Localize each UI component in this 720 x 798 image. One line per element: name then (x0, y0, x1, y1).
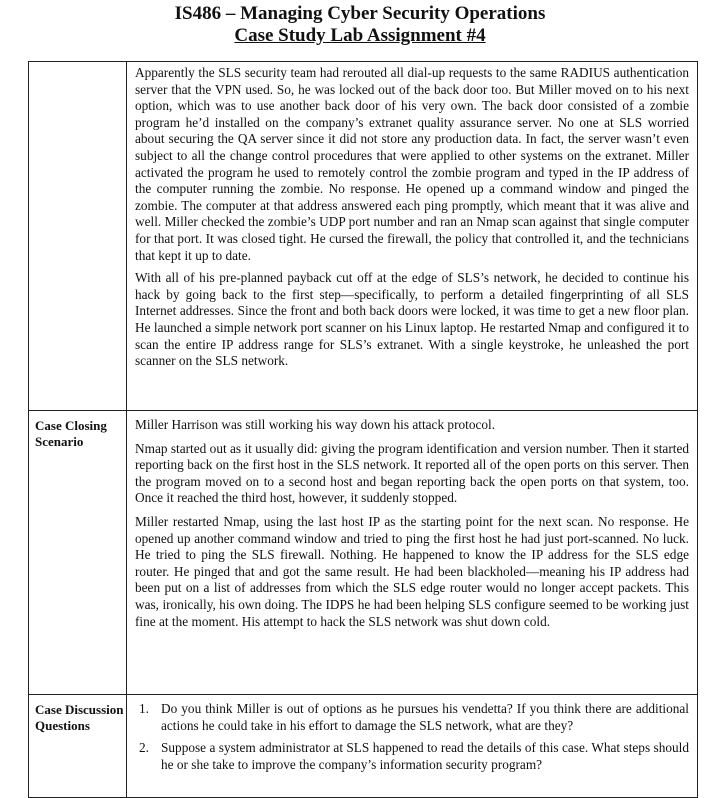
row-label-discussion-questions: Case Discussion Questions (29, 695, 127, 797)
question-list (135, 701, 689, 773)
question-number: 2. (139, 740, 149, 756)
question-text: Suppose a system administrator at SLS happened to read the details of this case. What steps should he or she take to improve the company’s information security program? (161, 740, 689, 772)
table-row-closing-scenario (29, 410, 697, 695)
row-content-closing-scenario (127, 411, 697, 695)
question-item (135, 740, 689, 773)
case-table (28, 61, 698, 798)
row-content-discussion-questions (127, 695, 697, 797)
question-text: Do you think Miller is out of options as he pursues his vendetta? If you think there are additional actions he could take in his effort to damage the SLS network, what are they? (161, 701, 689, 733)
table-row-intro (29, 62, 697, 410)
paragraph: Miller restarted Nmap, using the last host IP as the starting point for the next scan. No response. He opened up another command window and tried to ping the first host he had just port-scanned. No luck. He tried to ping the SLS firewall. Nothing. He happened to know the IP address for the SLS edge router. He pinged that and got the same result. He had been blackholed—meaning his IP address had been put on a list of addresses from which the SLS edge router would no longer accept packets. This was, ironically, his own doing. The IDPS he had been helping SLS configure seemed to be working just fine at the moment. His attempt to hack the SLS network was shut down cold. (135, 513, 689, 629)
row-content-intro (127, 62, 697, 410)
row-label-closing-scenario: Case Closing Scenario (29, 411, 127, 695)
document-title: IS486 – Managing Cyber Security Operations (174, 3, 546, 24)
paragraph: Nmap started out as it usually did: giving the program identification and version number. Then it started reporting back on the first host in the SLS network. It reported all of the open ports on this server. Then the program moved on to a second host and began reporting back the open ports on that system, too. Once it reached the third host, however, it suddenly stopped. (135, 440, 689, 506)
question-item (135, 701, 689, 734)
paragraph: With all of his pre-planned payback cut off at the edge of SLS’s network, he decided to continue his hack by going back to the first step—specifically, to perform a detailed fingerprinting of all SLS Internet addresses. Since the front and both back doors were locked, it was time to get a new floor plan. He launched a simple network port scanner on his Linux laptop. He restarted Nmap and configured it to scan the entire IP address range for SLS’s extranet. With a single keystroke, he unleashed the port scanner on the SLS network. (135, 270, 689, 369)
document-subtitle (0, 25, 720, 47)
table-row-discussion-questions (29, 694, 697, 797)
row-label-empty (29, 62, 127, 410)
question-number: 1. (139, 701, 149, 716)
document-subtitle-text: Case Study Lab Assignment #4 (234, 25, 486, 46)
paragraph: Apparently the SLS security team had rerouted all dial-up requests to the same RADIUS authentication server that the VPN used. So, he was locked out of the back door too. But Miller moved on to his next option, which was to use another back door of his very own. The back door consisted of a zombie program he’d installed on the company’s extranet quality assurance server. No one at SLS worried about securing the QA server since it did not store any production data. In fact, the server wasn’t even subject to all the change control procedures that were applied to other systems on the extranet. Miller activated the program he used to remotely control the zombie program and typed in the IP address of the computer running the zombie. No response. He opened up a command window and pinged the zombie. The computer at that address answered each ping promptly, which meant that it was alive and well. Miller checked the zombie’s UDP port number and ran an Nmap scan against that single computer for that port. It was closed tight. He cursed the firewall, the policy that controlled it, and the technicians that kept it up to date. (135, 65, 689, 263)
paragraph: Miller Harrison was still working his way down his attack protocol. (135, 417, 496, 432)
